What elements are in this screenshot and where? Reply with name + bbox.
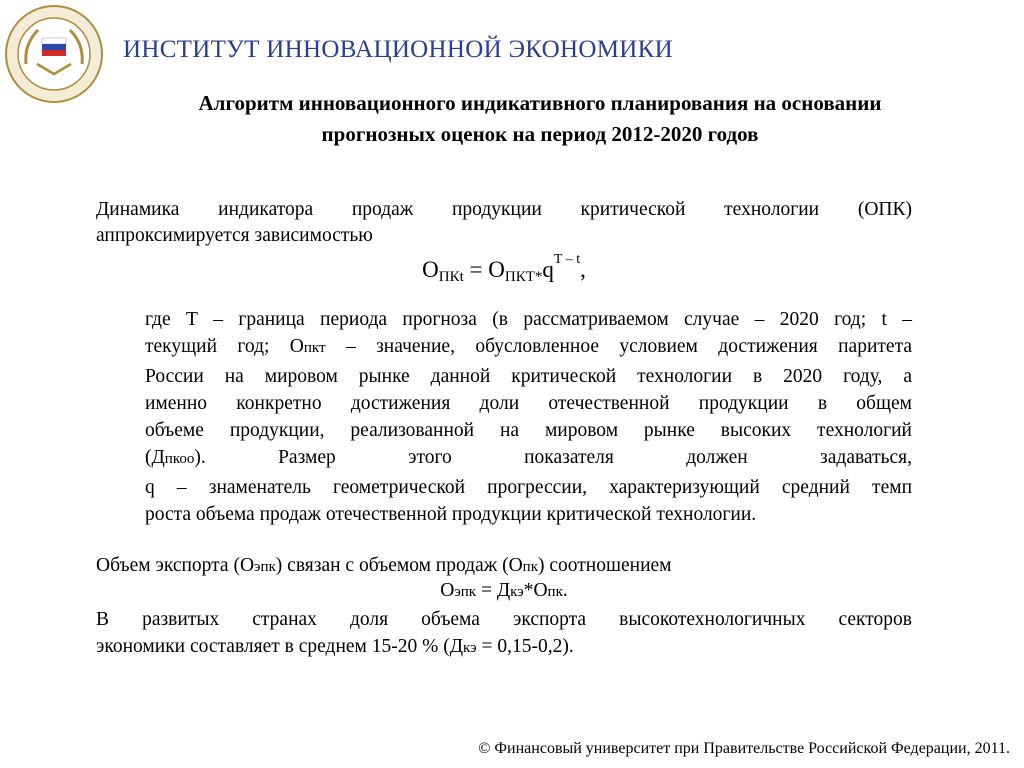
developed-countries-paragraph [96, 606, 912, 662]
formula-rhs-subscript: ПКТ* [504, 269, 543, 285]
dynamics-formula [96, 252, 912, 286]
where-line-6: (Дпкоо). Размер этого показателя должен задаваться, [145, 447, 912, 469]
where-line-4: именно конкретно достижения доли отечественной продукции в общем [145, 392, 912, 414]
formula-equals: = О [463, 257, 505, 282]
slide-heading-line-2: прогнозных оценок на период 2012-2020 годов [321, 122, 759, 146]
developed-line-2: экономики составляет в среднем 15-20 % (Дкэ = 0,15-0,2). [96, 636, 574, 657]
where-line-8: роста объема продаж отечественной продукции критической технологии. [145, 504, 757, 526]
export-relation-text: Объем экспорта (Оэпк) связан с объемом продаж (Опк) соотношением [96, 555, 672, 576]
formula-lhs: О [422, 257, 439, 282]
where-paragraph [145, 306, 912, 528]
where-line-1: где Т – граница периода прогноза (в рассматриваемом случае – 2020 год; t – [145, 309, 912, 330]
formula-exponent: T – t [553, 252, 581, 267]
where-line-3: России на мировом рынке данной критической технологии в 2020 году, а [145, 365, 912, 387]
intro-text-1: Динамика индикатора продаж продукции критической технологии (ОПК) [96, 199, 912, 220]
slide-heading-line-1: Алгоритм инновационного индикативного планирования на основании [198, 91, 882, 115]
intro-line-1 [96, 197, 912, 223]
copyright-footer: © Финансовый университет при Правительстве Российской Федерации, 2011. [478, 740, 1010, 757]
institute-title: ИНСТИТУТ ИННОВАЦИОННОЙ ЭКОНОМИКИ [123, 36, 673, 63]
intro-line-2 [96, 223, 912, 249]
export-formula: Оэпк = Дкэ*Опк. [440, 580, 568, 601]
formula-trail: , [580, 257, 586, 282]
where-line-2: текущий год; Опкт – значение, обусловленное условием достижения паритета [145, 336, 912, 358]
formula-lhs-subscript: ПКt [438, 269, 464, 285]
intro-text-2: аппроксимируется зависимостью [96, 225, 373, 246]
where-line-7: q – знаменатель геометрической прогрессии, характеризующий средний темп [145, 476, 912, 498]
where-line-5: объеме продукции, реализованной на мировом рынке высоких технологий [145, 420, 912, 442]
slide-heading [96, 88, 984, 150]
university-emblem-icon [4, 4, 104, 104]
developed-line-1: В развитых странах доля объема экспорта высокотехнологичных секторов [96, 609, 912, 630]
formula-q: q [542, 257, 554, 282]
